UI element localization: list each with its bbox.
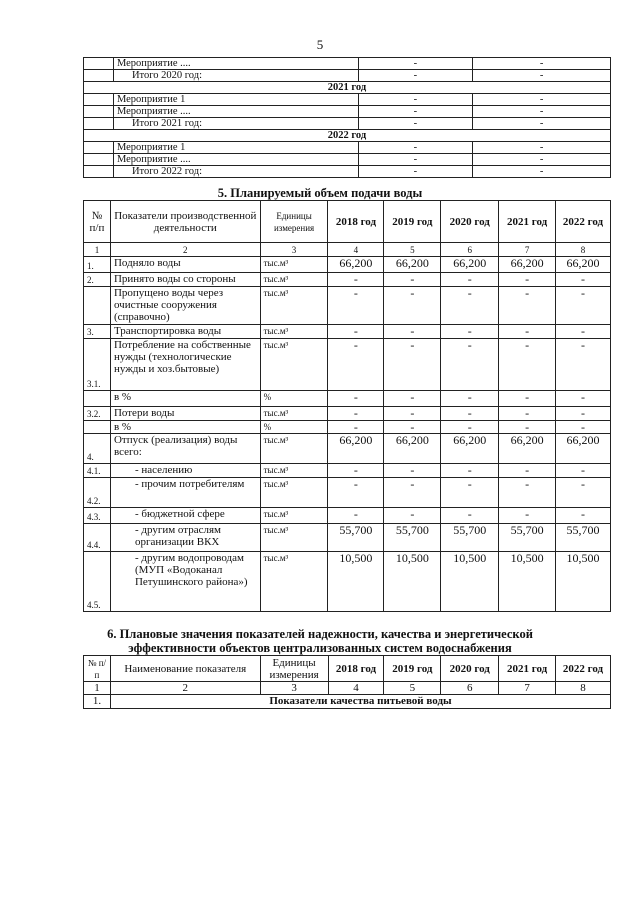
row-value: 10,500: [499, 552, 556, 612]
table-row: [84, 94, 611, 106]
table-row: [84, 287, 611, 325]
row-value: 66,200: [328, 434, 384, 464]
row-value: 66,200: [499, 434, 556, 464]
row-unit: тыс.м³: [260, 273, 328, 287]
row-unit: тыс.м³: [260, 478, 328, 508]
col-2021-header: 2021 год: [499, 656, 556, 682]
col-2022-header: 2022 год: [556, 656, 611, 682]
row-value: -: [328, 273, 384, 287]
colnum: 3: [260, 243, 328, 257]
row-value: -: [473, 142, 611, 154]
table-row: [84, 106, 611, 118]
col-2022-header: 2022 год: [556, 201, 611, 243]
row-label: Потребление на собственные нужды (технологические нужды и хоз.бытовые): [110, 339, 260, 391]
row-value: -: [441, 273, 499, 287]
row-value: 66,200: [556, 434, 611, 464]
row-value: -: [556, 391, 611, 407]
row-unit: тыс.м³: [260, 508, 328, 524]
row-value: -: [358, 166, 473, 178]
colnum: 4: [328, 682, 384, 695]
row-label: Итого 2022 год:: [113, 166, 358, 178]
row-value: -: [441, 407, 499, 421]
row-label: Отпуск (реализация) воды всего:: [110, 434, 260, 464]
row-value: -: [358, 106, 473, 118]
row-value: -: [328, 464, 384, 478]
row-value: -: [499, 325, 556, 339]
year-label: 2021 год: [84, 82, 611, 94]
col-num-header: № п/п: [84, 656, 111, 682]
row-value: -: [384, 391, 441, 407]
row-value: 10,500: [384, 552, 441, 612]
col-num-header: № п/п: [84, 201, 111, 243]
colnum: 3: [260, 682, 328, 695]
table-row: [84, 166, 611, 178]
row-value: -: [499, 421, 556, 434]
row-label: Мероприятие ....: [113, 58, 358, 70]
col-2018-header: 2018 год: [328, 656, 384, 682]
row-label: Подняло воды: [110, 257, 260, 273]
row-value: -: [499, 287, 556, 325]
row-value: -: [441, 391, 499, 407]
colnum: 8: [556, 682, 611, 695]
row-label: Мероприятие 1: [113, 94, 358, 106]
row-num: [84, 421, 111, 434]
row-value: -: [441, 339, 499, 391]
row-label: Потери воды: [110, 407, 260, 421]
row-value: -: [358, 58, 473, 70]
row-label: Мероприятие ....: [113, 106, 358, 118]
colnum: 8: [556, 243, 611, 257]
row-value: -: [328, 407, 384, 421]
row-value: -: [441, 478, 499, 508]
row-value: -: [441, 508, 499, 524]
row-value: 66,200: [499, 257, 556, 273]
table-row: [84, 118, 611, 130]
row-label: Итого 2021 год:: [113, 118, 358, 130]
col-2021-header: 2021 год: [499, 201, 556, 243]
colnum: 2: [110, 682, 260, 695]
row-value: 55,700: [556, 524, 611, 552]
col-2018-header: 2018 год: [328, 201, 384, 243]
row-label: - другим отраслям организации ВКХ: [110, 524, 260, 552]
row-label: Мероприятие 1: [113, 142, 358, 154]
row-value: -: [328, 325, 384, 339]
row-num: [84, 118, 114, 130]
row-unit: тыс.м³: [260, 407, 328, 421]
measures-table: [83, 57, 611, 178]
row-label: - другим водопроводам (МУП «Водоканал Петушинского района»): [110, 552, 260, 612]
table-header-row: [84, 656, 611, 682]
row-num: [84, 391, 111, 407]
row-num: [84, 287, 111, 325]
row-value: -: [328, 508, 384, 524]
table-row: [84, 142, 611, 154]
table-row: [84, 257, 611, 273]
row-num: [84, 106, 114, 118]
row-value: 66,200: [441, 257, 499, 273]
colnum: 7: [499, 682, 556, 695]
row-value: -: [358, 142, 473, 154]
table-row: [84, 695, 611, 709]
row-value: 10,500: [328, 552, 384, 612]
colnum: 7: [499, 243, 556, 257]
row-value: -: [328, 339, 384, 391]
row-label: Мероприятие ....: [113, 154, 358, 166]
row-unit: %: [260, 391, 328, 407]
row-value: -: [328, 391, 384, 407]
row-value: 66,200: [441, 434, 499, 464]
row-value: -: [473, 70, 611, 82]
row-value: 66,200: [384, 257, 441, 273]
row-unit: тыс.м³: [260, 464, 328, 478]
row-value: -: [556, 325, 611, 339]
row-value: -: [328, 287, 384, 325]
row-num: 4.1.: [84, 464, 111, 478]
table-row: [84, 58, 611, 70]
row-unit: %: [260, 421, 328, 434]
row-unit: тыс.м³: [260, 524, 328, 552]
row-value: -: [499, 339, 556, 391]
row-value: -: [358, 118, 473, 130]
row-value: -: [358, 94, 473, 106]
section6-title-line2: эффективности объектов централизованных систем водоснабжения: [128, 641, 512, 655]
row-value: -: [384, 478, 441, 508]
row-num: [84, 70, 114, 82]
section6-title-line1: 6. Плановые значения показателей надежности, качества и энергетической: [107, 627, 533, 641]
col-unit-header: Единицы измерения: [260, 201, 328, 243]
table-row: [84, 464, 611, 478]
row-value: -: [384, 464, 441, 478]
row-value: -: [473, 106, 611, 118]
col-name-header: Наименование показателя: [110, 656, 260, 682]
row-value: -: [499, 478, 556, 508]
row-num: 3.2.: [84, 407, 111, 421]
water-supply-table: [83, 200, 611, 612]
row-value: -: [384, 287, 441, 325]
col-2019-header: 2019 год: [384, 201, 441, 243]
row-unit: тыс.м³: [260, 339, 328, 391]
row-value: -: [384, 421, 441, 434]
row-num: 1.: [84, 695, 111, 709]
row-num: 4.4.: [84, 524, 111, 552]
row-value: -: [473, 154, 611, 166]
row-label: Принято воды со стороны: [110, 273, 260, 287]
table-row: [84, 273, 611, 287]
row-value: -: [384, 325, 441, 339]
colnum: 2: [110, 243, 260, 257]
row-value: 55,700: [384, 524, 441, 552]
row-value: 10,500: [441, 552, 499, 612]
row-value: -: [441, 464, 499, 478]
row-label: Транспортировка воды: [110, 325, 260, 339]
row-unit: тыс.м³: [260, 287, 328, 325]
row-num: 4.3.: [84, 508, 111, 524]
row-value: -: [441, 325, 499, 339]
col-indicator-header: Показатели производственной деятельности: [110, 201, 260, 243]
row-value: 10,500: [556, 552, 611, 612]
section5-title: 5. Планируемый объем подачи воды: [217, 186, 423, 200]
row-num: 1.: [84, 257, 111, 273]
table-row: [84, 407, 611, 421]
table-row: [84, 524, 611, 552]
row-unit: тыс.м³: [260, 552, 328, 612]
indicators-table: [83, 655, 611, 709]
row-num: [84, 166, 114, 178]
row-value: -: [499, 464, 556, 478]
row-value: -: [358, 70, 473, 82]
row-value: 66,200: [384, 434, 441, 464]
row-value: -: [384, 339, 441, 391]
row-value: -: [556, 421, 611, 434]
table-row: [84, 552, 611, 612]
row-value: -: [499, 391, 556, 407]
row-num: [84, 154, 114, 166]
row-num: 4.5.: [84, 552, 111, 612]
row-section-label: Показатели качества питьевой воды: [110, 695, 610, 709]
table-row: [84, 434, 611, 464]
row-value: -: [556, 339, 611, 391]
row-unit: тыс.м³: [260, 257, 328, 273]
colnum: 5: [384, 243, 441, 257]
col-2019-header: 2019 год: [384, 656, 441, 682]
colnum: 6: [441, 243, 499, 257]
table-row: [84, 339, 611, 391]
row-value: -: [384, 508, 441, 524]
colnum: 1: [84, 243, 111, 257]
row-value: -: [473, 94, 611, 106]
row-value: -: [384, 407, 441, 421]
row-num: 3.: [84, 325, 111, 339]
row-value: -: [499, 508, 556, 524]
row-value: -: [473, 58, 611, 70]
row-label: в %: [110, 391, 260, 407]
row-num: 3.1.: [84, 339, 111, 391]
colnum: 4: [328, 243, 384, 257]
table-row: [84, 421, 611, 434]
row-value: -: [556, 273, 611, 287]
row-value: -: [441, 421, 499, 434]
row-value: -: [473, 118, 611, 130]
colnum: 6: [441, 682, 499, 695]
table-row: [84, 154, 611, 166]
row-num: 4.2.: [84, 478, 111, 508]
row-num: [84, 94, 114, 106]
row-value: 55,700: [328, 524, 384, 552]
row-value: -: [328, 421, 384, 434]
row-label: - населению: [110, 464, 260, 478]
row-label: в %: [110, 421, 260, 434]
row-num: 4.: [84, 434, 111, 464]
row-value: 55,700: [441, 524, 499, 552]
row-unit: тыс.м³: [260, 434, 328, 464]
row-num: 2.: [84, 273, 111, 287]
table-row: [84, 325, 611, 339]
col-2020-header: 2020 год: [441, 656, 499, 682]
row-value: -: [556, 464, 611, 478]
row-value: -: [473, 166, 611, 178]
row-label: Пропущено воды через очистные сооружения (справочно): [110, 287, 260, 325]
year-label: 2022 год: [84, 130, 611, 142]
colnum: 1: [84, 682, 111, 695]
row-label: - бюджетной сфере: [110, 508, 260, 524]
section6-title: [0, 627, 640, 655]
row-value: -: [556, 287, 611, 325]
row-value: -: [384, 273, 441, 287]
col-unit-header: Единицы измерения: [260, 656, 328, 682]
row-value: -: [556, 407, 611, 421]
row-num: [84, 58, 114, 70]
column-number-row: [84, 243, 611, 257]
row-value: -: [441, 287, 499, 325]
year-row: [84, 130, 611, 142]
row-value: -: [358, 154, 473, 166]
column-number-row: [84, 682, 611, 695]
table-row: [84, 508, 611, 524]
table-row: [84, 70, 611, 82]
row-value: -: [328, 478, 384, 508]
page-number: 5: [316, 37, 324, 52]
row-label: - прочим потребителям: [110, 478, 260, 508]
row-label: Итого 2020 год:: [113, 70, 358, 82]
table-row: [84, 391, 611, 407]
row-value: 66,200: [556, 257, 611, 273]
row-value: -: [499, 407, 556, 421]
row-num: [84, 142, 114, 154]
row-unit: тыс.м³: [260, 325, 328, 339]
row-value: -: [499, 273, 556, 287]
col-2020-header: 2020 год: [441, 201, 499, 243]
table-header-row: [84, 201, 611, 243]
colnum: 5: [384, 682, 441, 695]
row-value: 66,200: [328, 257, 384, 273]
row-value: 55,700: [499, 524, 556, 552]
year-row: [84, 82, 611, 94]
row-value: -: [556, 478, 611, 508]
row-value: -: [556, 508, 611, 524]
table-row: [84, 478, 611, 508]
